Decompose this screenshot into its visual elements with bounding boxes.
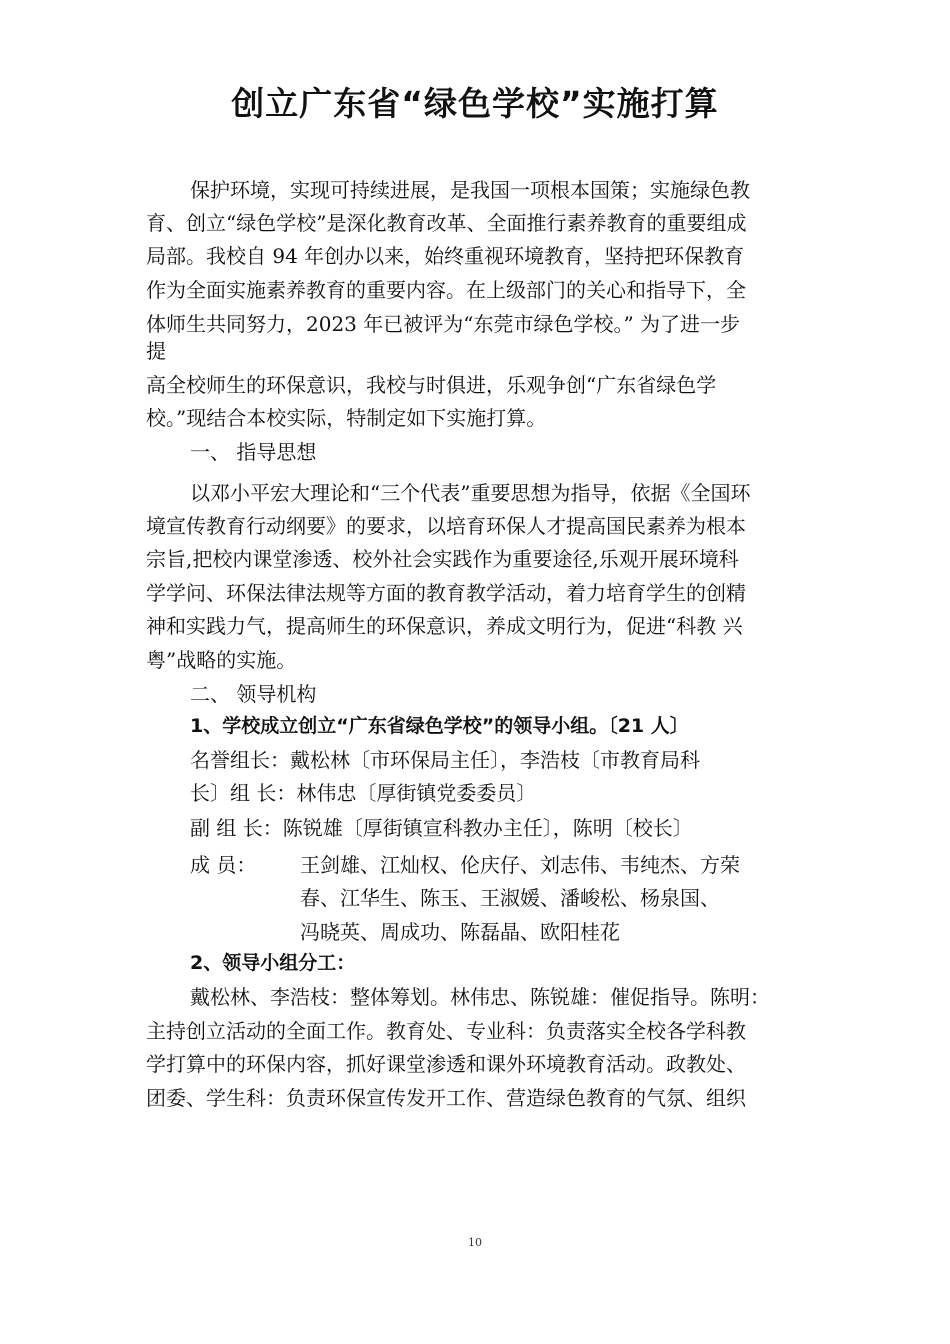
intro-line-1: 保护环境，实现可持续进展，是我国一项根本国策；实施绿色教 <box>190 178 750 202</box>
division-line-1: 戴松林、李浩枝：整体筹划。林伟忠、陈锐雄：催促指导。陈明： <box>190 985 770 1009</box>
section-1-line-1: 以邓小平宏大理论和“三个代表”重要思想为指导，依据《全国环 <box>190 481 751 505</box>
section-1-line-5: 神和实践力气，提高师生的环保意识，养成文明行为，促进“科教 兴 <box>146 614 743 638</box>
vice-leaders-line: 副 组 长：陈锐雄〔厚街镇宣科教办主任〕，陈明〔校长〕 <box>190 816 693 840</box>
section-1-heading: 一、 指导思想 <box>190 440 317 464</box>
intro-line-2: 育、创立“绿色学校”是深化教育改革、全面推行素养教育的重要组成 <box>146 211 747 235</box>
section-2-heading: 二、 领导机构 <box>190 682 317 706</box>
intro-line-4: 作为全面实施素养教育的重要内容。在上级部门的关心和指导下，全 <box>146 278 746 302</box>
intro-line-6: 提 <box>146 339 166 363</box>
section-1-line-2: 境宣传教育行动纲要》的要求，以培育环保人才提高国民素养为根本 <box>146 514 746 538</box>
section-1-line-3: 宗旨,把校内课堂渗透、校外社会实践作为重要途径,乐观开展环境科 <box>146 547 739 571</box>
section-1-line-6: 粤”战略的实施。 <box>146 648 297 672</box>
members-line-2: 春、江华生、陈玉、王淑媛、潘峻松、杨泉国、 <box>300 886 720 910</box>
members-line-3: 冯晓英、周成功、陈磊晶、欧阳桂花 <box>300 920 620 944</box>
intro-line-3: 局部。我校自 94 年创办以来，始终重视环境教育，坚持把环保教育 <box>146 244 745 268</box>
intro-line-7: 高全校师生的环保意识，我校与时俱进，乐观争创“广东省绿色学 <box>146 373 717 397</box>
intro-line-5: 体师生共同努力，2023 年已被评为“东莞市绿色学校。” 为了进一步 <box>146 312 741 336</box>
subsection-1-heading: 1、学校成立创立“广东省绿色学校”的领导小组。〔21 人〕 <box>190 715 689 737</box>
division-line-4: 团委、学生科：负责环保宣传发开工作、营造绿色教育的气氛、组织 <box>146 1086 746 1110</box>
members-label: 成 员： <box>190 853 257 877</box>
section-1-line-4: 学学问、环保法律法规等方面的教育教学活动，着力培育学生的创精 <box>146 581 746 605</box>
honorary-leaders-line-2: 长〕组 长：林伟忠〔厚街镇党委委员〕 <box>190 781 537 805</box>
page-number: 10 <box>468 1236 482 1249</box>
honorary-leaders-line-1: 名誉组长：戴松林〔市环保局主任〕，李浩枝〔市教育局科 <box>190 748 700 772</box>
members-line-1: 王剑雄、江灿权、伦庆仔、刘志伟、韦纯杰、方荣 <box>300 853 740 877</box>
subsection-2-heading: 2、领导小组分工： <box>190 952 356 974</box>
intro-line-8: 校。”现结合本校实际，特制定如下实施打算。 <box>146 406 547 430</box>
division-line-3: 学打算中的环保内容，抓好课堂渗透和课外环境教育活动。政教处、 <box>146 1052 746 1076</box>
document-title: 创立广东省“绿色学校”实施打算 <box>231 84 719 123</box>
division-line-2: 主持创立活动的全面工作。教育处、专业科：负责落实全校各学科教 <box>146 1019 746 1043</box>
